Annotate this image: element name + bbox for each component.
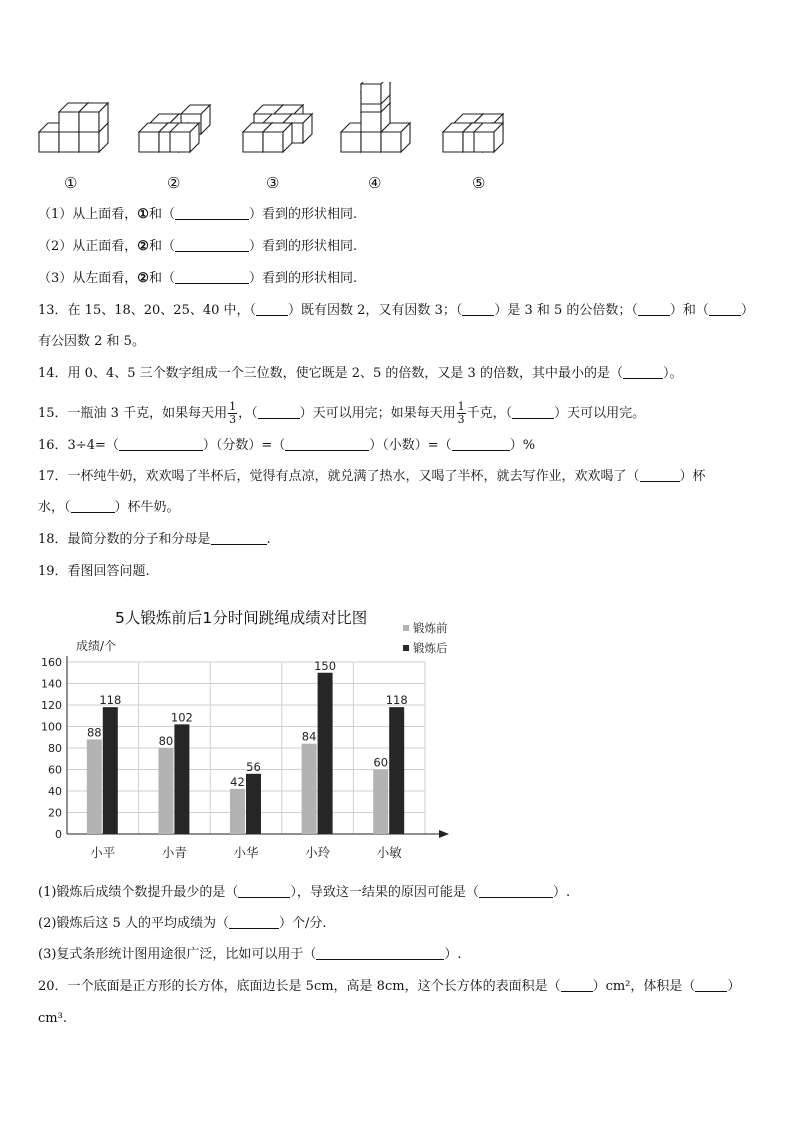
question-17: 17．一杯纯牛奶，欢欢喝了半杯后，觉得有点凉，就兑满了热水，又喝了半杯，就去写作业，欢欢喝了（ ）杯 [38, 469, 706, 484]
fig2-cube [170, 123, 199, 152]
question-17-line2: 水，（ ）杯牛奶。 [38, 500, 180, 515]
answer-blank[interactable] [316, 947, 444, 960]
x-tick-label: 小华 [233, 845, 259, 860]
answer-blank[interactable] [258, 406, 300, 419]
data-label: 56 [246, 759, 261, 774]
question-14: 14．用 0、4、5 三个数字组成一个三位数，使它既是 2、5 的倍数，又是 3 的倍数，其中最小的是（ ）。 [38, 366, 683, 381]
answer-blank[interactable] [71, 500, 115, 513]
answer-blank[interactable] [638, 303, 670, 316]
answer-blank[interactable] [211, 532, 267, 545]
answer-blank[interactable] [695, 979, 727, 992]
fraction-one-third: $\frac{1}{3}$ [457, 400, 465, 426]
answer-blank[interactable] [462, 303, 494, 316]
data-label: 118 [385, 693, 408, 708]
fig5-cube [474, 123, 503, 152]
figure-label-1: ① [64, 174, 78, 192]
question-20-line2: cm³. [38, 1011, 67, 1026]
data-label: 80 [158, 734, 174, 748]
chart-title: 5人锻炼前后1分时间跳绳成绩对比图 [115, 609, 368, 627]
question-18: 18．最简分数的分子和分母是 . [38, 532, 271, 547]
figure-label-3: ③ [266, 174, 280, 192]
y-axis-label: 成绩/个 [76, 639, 117, 653]
y-tick-label: 140 [41, 677, 62, 691]
data-label: 42 [230, 774, 245, 789]
x-tick-label: 小青 [161, 845, 187, 860]
bar-before [302, 744, 317, 834]
answer-blank[interactable] [229, 916, 279, 929]
bar-after [246, 774, 261, 834]
q12-part3: （3）从左面看，②和（ ）看到的形状相同. [38, 271, 358, 286]
data-label: 84 [301, 729, 317, 744]
answer-blank[interactable] [479, 885, 553, 898]
y-tick-label: 0 [55, 828, 62, 841]
answer-blank[interactable] [561, 979, 593, 992]
data-label: 118 [99, 693, 122, 708]
x-tick-label: 小玲 [305, 845, 331, 860]
y-tick-label: 20 [48, 806, 62, 820]
question-15: 15．一瓶油 3 千克，如果每天用 $\frac{1}{3}$ ，（ ）天可以用完；如果每天用 $\frac{1}{3}$ 千克，（ ）天可以用完。 [38, 400, 646, 426]
data-label: 60 [373, 755, 389, 770]
figure-label-2: ② [167, 174, 181, 192]
cube-figures [0, 82, 794, 167]
bar-after [103, 707, 118, 834]
answer-blank[interactable] [175, 271, 249, 284]
x-axis-arrow [439, 830, 449, 838]
answer-blank[interactable] [175, 239, 249, 252]
bar-before [87, 739, 102, 834]
question-16: 16．3÷4=（ ）（分数）=（ ）（小数）=（ ）% [38, 438, 536, 453]
legend-swatch [403, 645, 409, 651]
answer-blank[interactable] [709, 303, 741, 316]
question-20: 20．一个底面是正方形的长方体，底面边长是 5cm，高是 8cm，这个长方体的表面积是（ ）cm²，体积是（ ） [38, 979, 741, 994]
y-tick-label: 120 [41, 699, 62, 712]
x-tick-label: 小平 [90, 845, 116, 860]
bar-after [389, 707, 404, 834]
legend-label: 锻炼后 [413, 641, 448, 655]
fraction-one-third: $\frac{1}{3}$ [229, 400, 237, 426]
q12-part2: （2）从正面看，②和（ ）看到的形状相同. [38, 239, 358, 254]
answer-blank[interactable] [256, 303, 288, 316]
figure-label-4: ④ [368, 174, 382, 192]
y-tick-label: 40 [48, 785, 62, 798]
bar-after [318, 673, 333, 834]
question-19-part2: (2)锻炼后这 5 人的平均成绩为（ ）个/分. [38, 916, 327, 931]
data-label: 88 [86, 725, 102, 740]
answer-blank[interactable] [640, 469, 680, 482]
question-19-part3: (3)复式条形统计图用途很广泛，比如可以用于（ ）. [38, 947, 462, 962]
x-tick-label: 小敏 [376, 845, 402, 860]
answer-blank[interactable] [175, 207, 249, 220]
answer-blank[interactable] [452, 438, 510, 451]
question-13-line2: 有公因数 2 和 5。 [38, 334, 145, 349]
answer-blank[interactable] [119, 438, 203, 451]
figure-label-5: ⑤ [472, 174, 486, 192]
y-tick-label: 100 [41, 720, 62, 734]
y-tick-label: 160 [41, 656, 62, 669]
answer-blank[interactable] [285, 438, 369, 451]
data-label: 102 [170, 710, 193, 725]
bar-chart [30, 620, 490, 880]
y-tick-label: 80 [48, 742, 62, 755]
data-label: 150 [314, 658, 337, 673]
fig1-cube [79, 103, 108, 132]
question-13: 13．在 15、18、20、25、40 中，（ ）既有因数 2，又有因数 3；（ ）是 3 和 5 的公倍数；（ ）和（ ） [38, 303, 754, 318]
legend-swatch [403, 625, 409, 631]
question-19-part1: (1)锻炼后成绩个数提升最少的是（ ），导致这一结果的原因可能是（ ）. [38, 885, 571, 900]
q12-part1: （1）从上面看，①和（ ）看到的形状相同. [38, 207, 358, 222]
answer-blank[interactable] [623, 366, 663, 379]
answer-blank[interactable] [512, 406, 554, 419]
answer-blank[interactable] [238, 885, 290, 898]
y-tick-label: 60 [48, 763, 62, 777]
bar-before [373, 770, 388, 835]
bar-after [174, 724, 189, 834]
question-19: 19．看图回答问题. [38, 564, 150, 579]
fig3-cube [263, 123, 292, 152]
bar-before [158, 748, 173, 834]
bar-before [230, 789, 245, 834]
legend-label: 锻炼前 [413, 621, 448, 635]
